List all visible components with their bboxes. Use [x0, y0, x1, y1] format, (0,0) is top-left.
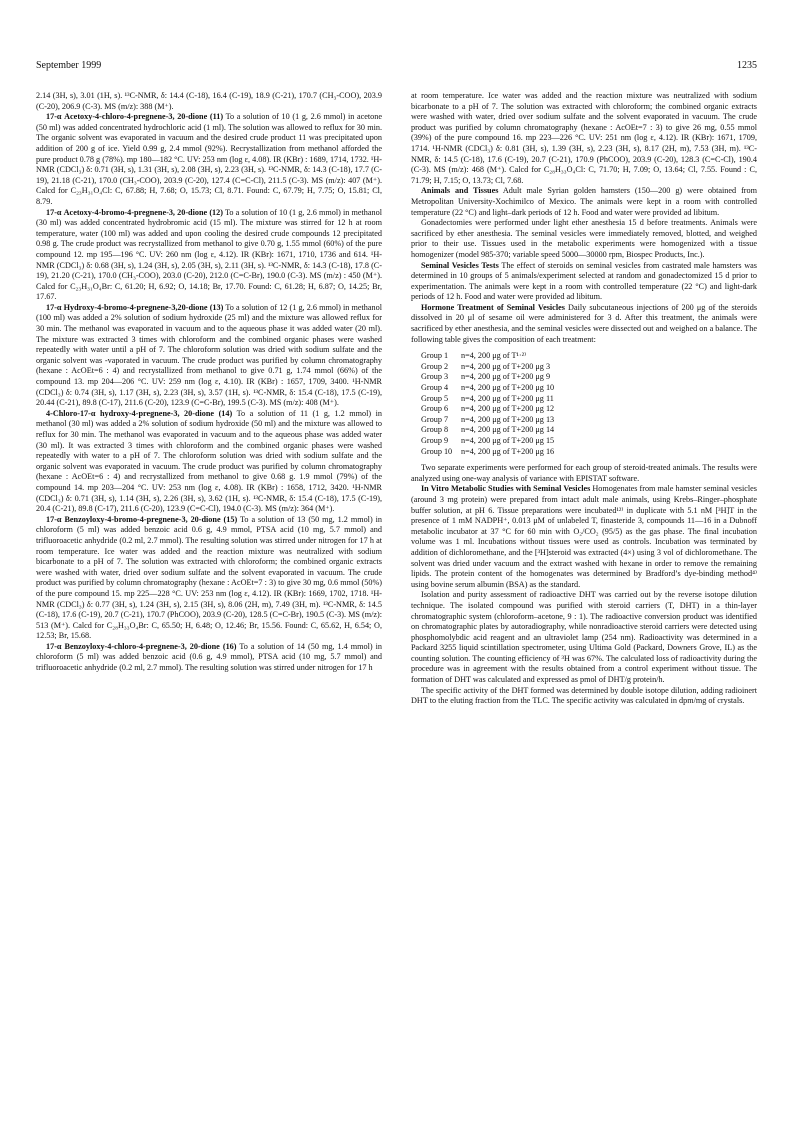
paragraph-text: at room temperature. Ice water was added and the reaction mixture was neutralized with sodium bicarbonate to a pH of 7. The solution was extracted with chloroform; the combined organic extracts were washed with water, dried over sodium sulfate and the solvent evaporated in vacuum. The crude product was purified by column chromatography (hexane : AcOEt=7 : 3) to give 26 mg, 0.55 mmol (39%) of the pure compound 16. mp 223—226 °C. UV: 251 nm (log ε, 4.12). IR (KBr): 1671, 1709, 1714. ¹H-NMR (CDCl₃) δ: 0.81 (3H, s), 1.39 (3H, s), 2.23 (3H, s), 8.17 (2H, m), 7.53 (3H, m). ¹³C-NMR, δ: 14.5 (C-18), 17.6 (C-19), 20.7 (C-21), 170.9 (PhCOO), 203.9 (C-20), 128.3 (C=C-Cl), 190.4 (C-3). MS (m/z): 468 (M⁺). Calcd for C₂₈H₃₃O₄Cl: C, 71.70; H, 7.09; O, 13.64; Cl, 7.55. Found : C, 71.79; H, 7.15; O, 13.73; Cl, 7.68. [411, 91, 757, 185]
paragraph-text: The effect of steroids on seminal vesicles from castrated male hamsters was determined in 10 groups of 5 animals/experiment selected at random and gonadectomized 15 d prior to experimentation. The animals were kept in a room with controlled temperature (22 °C) and light-dark periods of 12 h. Food and water were provided ad libitum. [411, 260, 757, 302]
group-composition: n=4, 200 μg of T+200 μg 3 [461, 361, 551, 371]
paragraph-text: Daily subcutaneous injections of 200 μg of the steroids dissolved in 20 μl of sesame oil were administered for 3 d. After this treatment, the animals were sacrificed by ether anesthesia, and the seminal vesicles were dissected out and weighed on a balance. The following table gives the composition of each treatment: [411, 302, 758, 344]
group-row [421, 436, 757, 447]
paragraph-text: To a solution of 11 (1 g, 1.2 mmol) in methanol (30 ml) was added a 2% solution of sodium hydroxide (50 ml) and the mixture was allowed to reflux for 30 min. The methanol was evaporated in vacuum and to the aqueous phase was added water (30 ml). It was extracted 3 times with chloroform and the combined organic phases were washed repeatedly with water to a pH of 7. The chloroform solution was dried with sodium sulfate and the organic solvent was evaporated in vacuum. The crude product was purified by column chromatography (hexane : AcOEt=6 : 4) and recrystallized from methanol to give 0.68 g. 1.9 mmol (79%) of the compound 14. mp 203—204 °C. UV: 253 nm (log ε, 4.08). IR (KBr) : 1658, 1712, 3420. ¹H-NMR (CDCl₃) δ: 0.71 (3H, s), 1.14 (3H, s), 2.26 (3H, s), 3.62 (1H, s). ¹³C-NMR, δ: 15.4 (C-18), 17.5 (C-19), 20.4 (C-21), 89.8 (C-17), 211.6 (C-20), 123.9 (C=C-Cl), 194.0 (C-3). MS (m/z): 364 (M⁺). [36, 408, 382, 514]
paragraph-text: To a solution of 10 (1 g, 2.6 mmol) in acetone (50 ml) was added concentrated hydrochloric acid (1 ml). The solution was allowed to reflux for 30 min. The organic solvent was evaporated in vacuum and the desired crude product 11 was precipitated upon addition of 200 g of ice. Yield 0.99 g, 2.4 mmol (92%). Recrystallization from methanol afforded the pure product 0.78 g (78%). mp 180—182 °C. UV: 253 nm (log ε, 4.08). IR (KBr) : 1689, 1714, 1732. ¹H-NMR (CDCl₃) δ: 0.71 (3H, s), 1.31 (3H, s), 2.08 (3H, s), 2.23 (3H, s). ¹³C-NMR, δ: 14.3 (C-18), 17.7 (C-19), 21.18 (C-21), 170.0 (CH₃-COO), 203.9 (C-20), 127.4 (C=C-Cl), 211.5 (C-3). MS (m/z): 407 (M⁺). Calcd for C₂₃H₃₁O₄Cl: C, 67.88; H, 7.68; O, 15.73; Cl, 8.71. Found: C, 67.79; H, 7.75; O, 15.81; Cl, 8.79. [36, 112, 383, 206]
group-label: Group 10 [421, 446, 453, 456]
paragraph-r1 [411, 186, 757, 218]
group-composition: n=4, 200 μg of T¹·²⁾ [461, 351, 527, 361]
group-label: Group 1 [421, 351, 449, 361]
group-label: Group 7 [421, 414, 449, 424]
treatment-groups-table [421, 351, 757, 457]
group-label: Group 8 [421, 425, 449, 435]
paragraph-heading: 17-α Acetoxy-4-chloro-4-pregnene-3, 20-dione (11) [46, 112, 224, 122]
paragraph-heading: 4-Chloro-17-α hydroxy-4-pregnene-3, 20-dione (14) [46, 408, 233, 418]
group-row [421, 362, 757, 373]
paragraph-r8 [411, 686, 757, 707]
paragraph-text: Two separate experiments were performed for each group of steroid-treated animals. The results were analyzed using one-way analysis of variance with EPISTAT software. [411, 463, 757, 483]
group-label: Group 5 [421, 393, 449, 403]
right-column [411, 91, 757, 707]
paragraph-r2 [411, 218, 757, 260]
left-column [36, 91, 382, 674]
group-composition: n=4, 200 μg of T+200 μg 14 [461, 425, 555, 435]
paragraph-r3 [411, 261, 757, 303]
right-column-top [411, 91, 757, 345]
paragraph-text: To a solution of 14 (50 mg, 1.4 mmol) in chloroform (5 ml) was added benzoic acid (0.6 g, 4.9 mmol), PTSA acid (10 mg, 5.7 mmol) and trifluoroacetic anhydride (0.2 ml, 2.7 mmol). The resulting solution was stirred under nitrogen for 17 h [36, 641, 382, 673]
group-composition: n=4, 200 μg of T+200 μg 9 [461, 372, 551, 382]
paragraph-c11 [36, 112, 382, 207]
paragraph-c14 [36, 409, 382, 515]
paragraph-text: Isolation and purity assessment of radioactive DHT was carried out by the reverse isotope dilution technique. The isolated compound was purified with steroid carriers (T, DHT) in a thin-layer chromatographic system (chloroform–acetone, 9 : 1). The radioactive conversion product was identified on chromatographic plates by autoradiography, while nonradioactive steroid carriers were detected using phosphomolybdic acid reagent and an ultraviolet lamp (254 nm). Radioactivity was determined in a Packard 3255 liquid scintillation spectrometer, using Ultima Gold (Packard, Downers Grove, IL) as the counting solution. The counting efficiency of ³H was 67%. The calculated loss of radioactivity during the procedure was in agreement with the results obtained from a control experiment without tissue. The formation of DHT was calculated and expressed as pmol of DHT/g protein/h. [411, 590, 757, 685]
paragraph-text: 2.14 (3H, s), 3.01 (1H, s). ¹³C-NMR, δ: 14.4 (C-18), 16.4 (C-19), 18.9 (C-21), 170.7 (CH₃-COO), 203.9 (C-20), 206.9 (C-3). MS (m/z): 388 (M⁺). [36, 91, 382, 111]
paragraph-r6 [411, 484, 757, 590]
right-column-bottom [411, 463, 757, 707]
paragraph-text: To a solution of 13 (50 mg, 1.2 mmol) in chloroform (5 ml) was added benzoic acid 0.6 g, 4.9 mmol, PTSA acid (10 mg, 5.7 mmol) and trifluoroacetic anhydride (0.2 ml, 2.7 mmol). The resulting solution was stirred under nitrogen for 17 h at room temperature. Ice water was added and the reaction mixture was neutralized with sodium bicarbonate to a pH of 7. The solution was extracted with chloroform; the combined organic extracts were washed with water, dried over sodium sulfate and the solvent evaporated in vacuum. The crude product was purified by column chromatography (hexane : AcOEt=7 : 3) to give 30 mg, 0.6 mmol (50%) of the pure compound 15. mp 225—228 °C. UV: 253 nm (log ε, 4.12). IR (KBr): 1669, 1702, 1718. ¹H-NMR (CDCl₃) δ: 0.77 (3H, s), 1.24 (3H, s), 2.15 (3H, s), 8.06 (2H, m), 7.49 (3H, m). ¹³C-NMR, δ: 14.5 (C-18), 17.6 (C-19), 20.7 (C-21), 170.7 (PhCOO), 203.9 (C-20), 128.5 (C=C-Br), 190.5 (C-3). MS (m/z): 513 (M⁺). Calcd for C₂₈H₃₃O₄Br: C, 65.50; H, 6.48; O, 12.46; Br, 15.56. Found: C, 65.62, H, 6.54; O, 12.53; Br, 15.68. [36, 514, 382, 641]
paragraph-c15 [36, 515, 382, 642]
paragraph-heading: Seminal Vesicles Tests [421, 260, 499, 270]
group-row [421, 415, 757, 426]
paragraph-heading: In Vitro Metabolic Studies with Seminal Vesicles [421, 484, 591, 494]
group-composition: n=4, 200 μg of T+200 μg 16 [461, 446, 555, 456]
paragraph-heading: Hormone Treatment of Seminal Vesicles [421, 302, 565, 312]
group-composition: n=4, 200 μg of T+200 μg 12 [461, 404, 555, 414]
group-label: Group 9 [421, 436, 449, 445]
group-row [421, 394, 757, 405]
paragraph-r4 [411, 303, 757, 345]
group-label: Group 4 [421, 383, 449, 393]
paragraph-text: Adult male Syrian golden hamsters (150—200 g) were obtained from Metropolitan University-Xochimilco of Mexico. The animals were kept in a room with controlled temperature (22 °C) and light–dark periods of 12 h. Food and water were provided ad libitum. [411, 186, 757, 217]
group-row [421, 351, 757, 362]
group-row [421, 383, 757, 394]
paragraph-r5 [411, 463, 757, 484]
group-label: Group 6 [421, 404, 449, 414]
group-composition: n=4, 200 μg of T+200 μg 13 [461, 414, 555, 424]
paragraph-c13 [36, 303, 382, 409]
paragraph-text: Gonadectomies were performed under light ether anesthesia 15 d before treatments. Animals were sacrificed by ether anesthesia. The seminal vesicles were immediately removed, blotted, and weighed prior to their use. Tissues used in the metabolic experiments were homogenized with a tissue homogenizer (model 985-370; variable speed 5000—30000 rpm, Biospec Products, Inc.). [411, 218, 757, 259]
paragraph-heading: 17-α Acetoxy-4-bromo-4-pregnene-3, 20-dione (12) [46, 207, 223, 217]
paragraph-cont [36, 91, 382, 112]
group-composition: n=4, 200 μg of T+200 μg 15 [461, 436, 555, 445]
paragraph-c12 [36, 208, 382, 303]
group-row [421, 447, 757, 458]
paragraph-text: To a solution of 10 (1 g, 2.6 mmol) in methanol (30 ml) was added concentrated hydrobromic acid (15 ml). The mixture was stirred for 12 h at room temperature, water (100 ml) was added and upon cooling the desired crude compounds 12 precipitated 0.98 g. The crude product was recrystallized from methanol to give 0.70 g, 1.55 mmol (60%) of the pure compound 12. mp 195—196 °C. UV: 260 nm (log ε, 4.12). IR (KBr): 1671, 1710, 1736 and 614. ¹H-NMR (CDCl₃) δ: 0.68 (3H, s), 1.24 (3H, s), 2.05 (3H, s), 2.11 (3H, s). ¹³C-NMR, δ: 14.3 (C-18), 17.8 (C-19), 21.20 (C-21), 170.0 (CH₃-COO), 203.0 (C-20), 212.0 (C=C-Br), 190.0 (C-3). MS (m/z) : 450 (M⁺). Calcd for C₂₃H₃₁O₄Br: C, 61.20; H, 6.92; O, 14.18; Br, 17.70. Found: C, 61.28; H, 6.87; O, 14.25; Br, 17.67. [36, 207, 382, 302]
paragraph-text: Homogenates from male hamster seminal vesicles (around 3 mg protein) were prepared from intact adult male animals, using Krebs–Ringer–phosphate buffer solution, at pH 6. Tissue preparations were incubated¹²⁾ in duplicate with 5.1 nM [³H]T in the presence of 1 mM NADPH⁺, 0.013 μM of unlabeled T, finasteride 3, compounds 11—16 in a Dubnoff metabolic incubator at 37 °C for 60 min with O₂/CO₂ (95/5) as the gas phase. The final incubation volume was 1 ml. Incubations without tissues were used as controls. Incubation was terminated by addition of dichloromethane, and the [³H]steroid was extracted (4×) using 3 vol of dichloromethane. The solvent was dried under vacuum and the extract washed with hexane in order to remove the remaining lipids. The protein content of the homogenates was determined by Bradford’s dye-binding method⁴⁾ using bovine serum albumin (BSA) as the standard. [411, 484, 757, 589]
paragraph-r0 [411, 91, 757, 186]
paragraph-heading: 17-α Hydroxy-4-bromo-4-pregnene-3,20-dione (13) [46, 302, 224, 312]
running-header-date: September 1999 [36, 60, 102, 71]
paragraph-heading: 17-α Benzoyloxy-4-bromo-4-pregnene-3, 20-dione (15) [46, 514, 238, 524]
group-row [421, 372, 757, 383]
paragraph-text: The specific activity of the DHT formed was determined by double isotope dilution, adding radioinert DHT to the eluting fraction from the TLC. The specific activity was calculated in dpm/mg of crystals. [411, 685, 757, 706]
group-composition: n=4, 200 μg of T+200 μg 10 [461, 383, 555, 393]
paragraph-heading: Animals and Tissues [421, 186, 499, 196]
group-row [421, 404, 757, 415]
group-row [421, 425, 757, 436]
group-label: Group 3 [421, 372, 449, 382]
paragraph-text: To a solution of 12 (1 g, 2.6 mmol) in methanol (100 ml) was added a 2% solution of sodium hydroxide (25 ml) and the mixture was allowed reflux for 30 min. The methanol was evaporated in vacuum and to the aqueous phase it was added water (20 ml). The mixture was extracted 3 times with chloroform and the combined organic phases were washed repeatedly with water until a pH of 7. The chloroform solution was dried with sodium sulfate and the organic solvent was -vaporated in vacuum. The crude product was purified by column chromatography (hexane : AcOEt=6 : 4) and recrystallized from methanol to give 0.71 g, 1.74 mmol (66%) of the compound 13. mp 204—206 °C. UV: 259 nm (log ε, 4.10). IR (KBr) : 1657, 1709, 3400. ¹H-NMR (CDCl₃) δ: 0.74 (3H, s), 1.17 (3H, s), 2.23 (3H, s), 3.57 (1H, s). ¹³C-NMR, δ: 15.4 (C-18), 17.5 (C-19), 20.44 (C-21), 89.8 (C-17), 211.6 (C-20), 123.9 (C=C-Br), 199.5 (C-3). MS (m/z): 408 (M⁺). [36, 302, 382, 408]
paragraph-c16 [36, 642, 382, 674]
paragraph-heading: 17-α Benzoyloxy-4-chloro-4-pregnene-3, 20-dione (16) [46, 641, 237, 651]
group-composition: n=4, 200 μg of T+200 μg 11 [461, 393, 554, 403]
page-number: 1235 [737, 60, 757, 71]
paragraph-r7 [411, 590, 757, 685]
group-label: Group 2 [421, 361, 449, 371]
